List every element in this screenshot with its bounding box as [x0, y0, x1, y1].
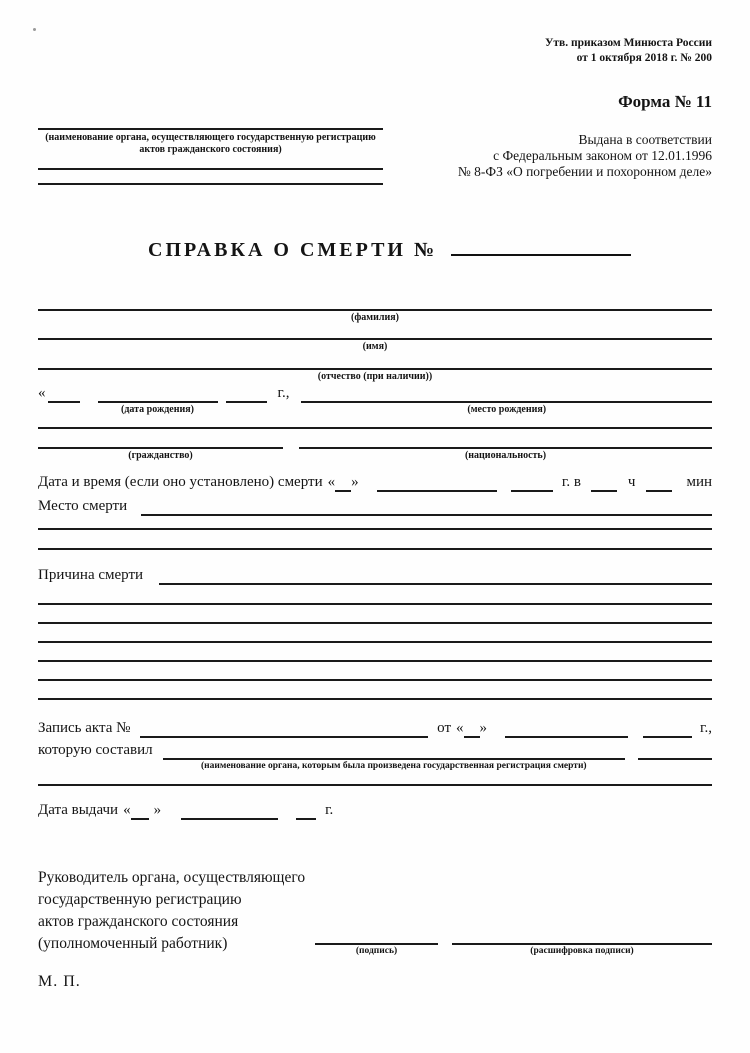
citizenship-line — [38, 447, 283, 449]
death-cause-line-3 — [38, 622, 712, 624]
form-number: Форма № 11 — [618, 91, 712, 111]
birth-year-line — [226, 384, 267, 403]
stamp-placeholder: М. П. — [38, 972, 81, 990]
close-quote: » — [153, 801, 162, 818]
reference-row — [38, 128, 712, 185]
act-compiled-label: которую составил — [38, 741, 153, 758]
death-hour-line — [591, 473, 617, 492]
certificate-number-line — [451, 254, 631, 256]
signature-caption: (подпись) — [355, 945, 398, 956]
signatory-block — [38, 867, 712, 955]
close-quote: » — [479, 719, 488, 736]
signatory-line-4: (уполномоченный работник) — [38, 934, 228, 952]
issue-date-label: Дата выдачи — [38, 801, 119, 818]
surname-line — [38, 309, 712, 311]
act-org-extra-line — [638, 741, 712, 760]
death-minute-line — [646, 473, 672, 492]
issue-month-line — [181, 801, 278, 820]
nationality-line — [299, 447, 712, 449]
title-row — [38, 239, 712, 262]
surname-field — [38, 309, 712, 324]
scan-artifact-dot — [33, 28, 36, 31]
death-place-label: Место смерти — [38, 497, 128, 514]
issuance-line-3: № 8-ФЗ «О погребении и похоронном деле» — [457, 163, 712, 179]
act-record-label: Запись акта № — [38, 719, 131, 736]
act-org-field — [163, 741, 625, 772]
act-from-label: от — [437, 719, 452, 736]
death-cause-line-7 — [38, 698, 712, 700]
act-compiled-row — [38, 741, 712, 772]
signature-area — [315, 943, 712, 957]
issue-date-row — [38, 801, 712, 820]
death-datetime-row — [38, 473, 712, 492]
death-place-line-3 — [38, 548, 712, 550]
signatory-line-1: Руководитель органа, осуществляющего — [38, 868, 306, 886]
issue-day-line — [131, 801, 149, 820]
org-name-line-1 — [38, 128, 383, 130]
death-hours-label: ч — [627, 473, 636, 490]
org-spacer — [38, 170, 383, 183]
death-cause-line-2 — [38, 603, 712, 605]
act-org-line — [163, 741, 625, 760]
open-quote: « — [327, 473, 336, 490]
signature-name-caption: (расшифровка подписи) — [530, 945, 634, 956]
death-cause-line-5 — [38, 660, 712, 662]
death-place-line-2 — [38, 528, 712, 530]
issue-year-line — [296, 801, 316, 820]
birth-day-line — [48, 384, 80, 403]
issue-year-label: г. — [325, 801, 334, 818]
open-quote: « — [38, 384, 46, 401]
given-name-field — [38, 338, 712, 353]
signature-field — [315, 943, 438, 957]
death-day-line — [335, 473, 351, 492]
surname-caption: (фамилия) — [351, 311, 399, 323]
signatory-line-3: актов гражданского состояния — [38, 912, 239, 930]
act-extra-line — [38, 784, 712, 786]
nationality-caption: (национальность) — [464, 449, 547, 461]
issuance-line-1: Выдана в соответствии — [578, 131, 712, 147]
citizenship-field — [38, 447, 283, 462]
death-cause-label: Причина смерти — [38, 566, 144, 583]
birth-date-caption: (дата рождения) — [121, 403, 194, 415]
signatory-line-2: государственную регистрацию — [38, 890, 242, 908]
close-quote: » — [351, 473, 359, 490]
patronymic-caption: (отчество (при наличии)) — [317, 370, 433, 382]
death-year-in-label: г. в — [561, 473, 581, 490]
birth-year-label: г., — [277, 384, 290, 401]
issuance-note — [412, 132, 712, 185]
death-cause-line-4 — [38, 641, 712, 643]
death-place-line — [141, 497, 712, 516]
citizenship-caption: (гражданство) — [128, 449, 193, 461]
extra-line — [38, 427, 712, 429]
act-number-line — [140, 719, 428, 738]
approval-line-1: Утв. приказом Минюста России — [544, 37, 712, 49]
act-day-line — [464, 719, 480, 738]
act-year-label: г., — [700, 719, 712, 736]
signature-name-line — [452, 943, 712, 945]
act-month-line — [505, 719, 628, 738]
page-title: СПРАВКА О СМЕРТИ № — [148, 238, 438, 261]
signature-name-field — [452, 943, 712, 957]
org-name-block — [38, 128, 383, 185]
birth-date-field — [98, 384, 218, 416]
issuance-line-2: с Федеральным законом от 12.01.1996 — [493, 147, 712, 163]
birth-date-line — [98, 384, 218, 403]
given-name-line — [38, 338, 712, 340]
citizenship-row — [38, 447, 712, 462]
act-record-row — [38, 719, 712, 738]
birth-place-line — [301, 384, 712, 403]
signature-line — [315, 943, 438, 945]
org-spacer — [38, 157, 383, 168]
death-minutes-label: мин — [686, 473, 712, 490]
death-year-line — [511, 473, 553, 492]
patronymic-field — [38, 368, 712, 383]
death-cause-line-6 — [38, 679, 712, 681]
act-org-caption: (наименование органа, которым была произведена государственная регистрация смерти) — [201, 760, 587, 771]
given-name-caption: (имя) — [362, 340, 388, 352]
org-name-line-3 — [38, 183, 383, 185]
open-quote: « — [456, 719, 464, 736]
open-quote: « — [123, 801, 131, 818]
death-place-row — [38, 497, 712, 516]
birth-place-field — [301, 384, 712, 416]
approval-note — [38, 36, 712, 66]
birth-place-caption: (место рождения) — [467, 403, 547, 415]
act-year-line — [643, 719, 692, 738]
patronymic-line — [38, 368, 712, 370]
approval-line-2: от 1 октября 2018 г. № 200 — [576, 51, 712, 64]
death-month-line — [377, 473, 497, 492]
nationality-field — [299, 447, 712, 462]
death-cause-row — [38, 566, 712, 585]
death-datetime-label: Дата и время (если оно установлено) смерти — [38, 473, 323, 490]
birth-row — [38, 384, 712, 416]
org-name-caption: (наименование органа, осуществляющего государственную регистрацию актов гражданского состояния) — [45, 131, 376, 156]
death-cause-line — [159, 566, 712, 585]
